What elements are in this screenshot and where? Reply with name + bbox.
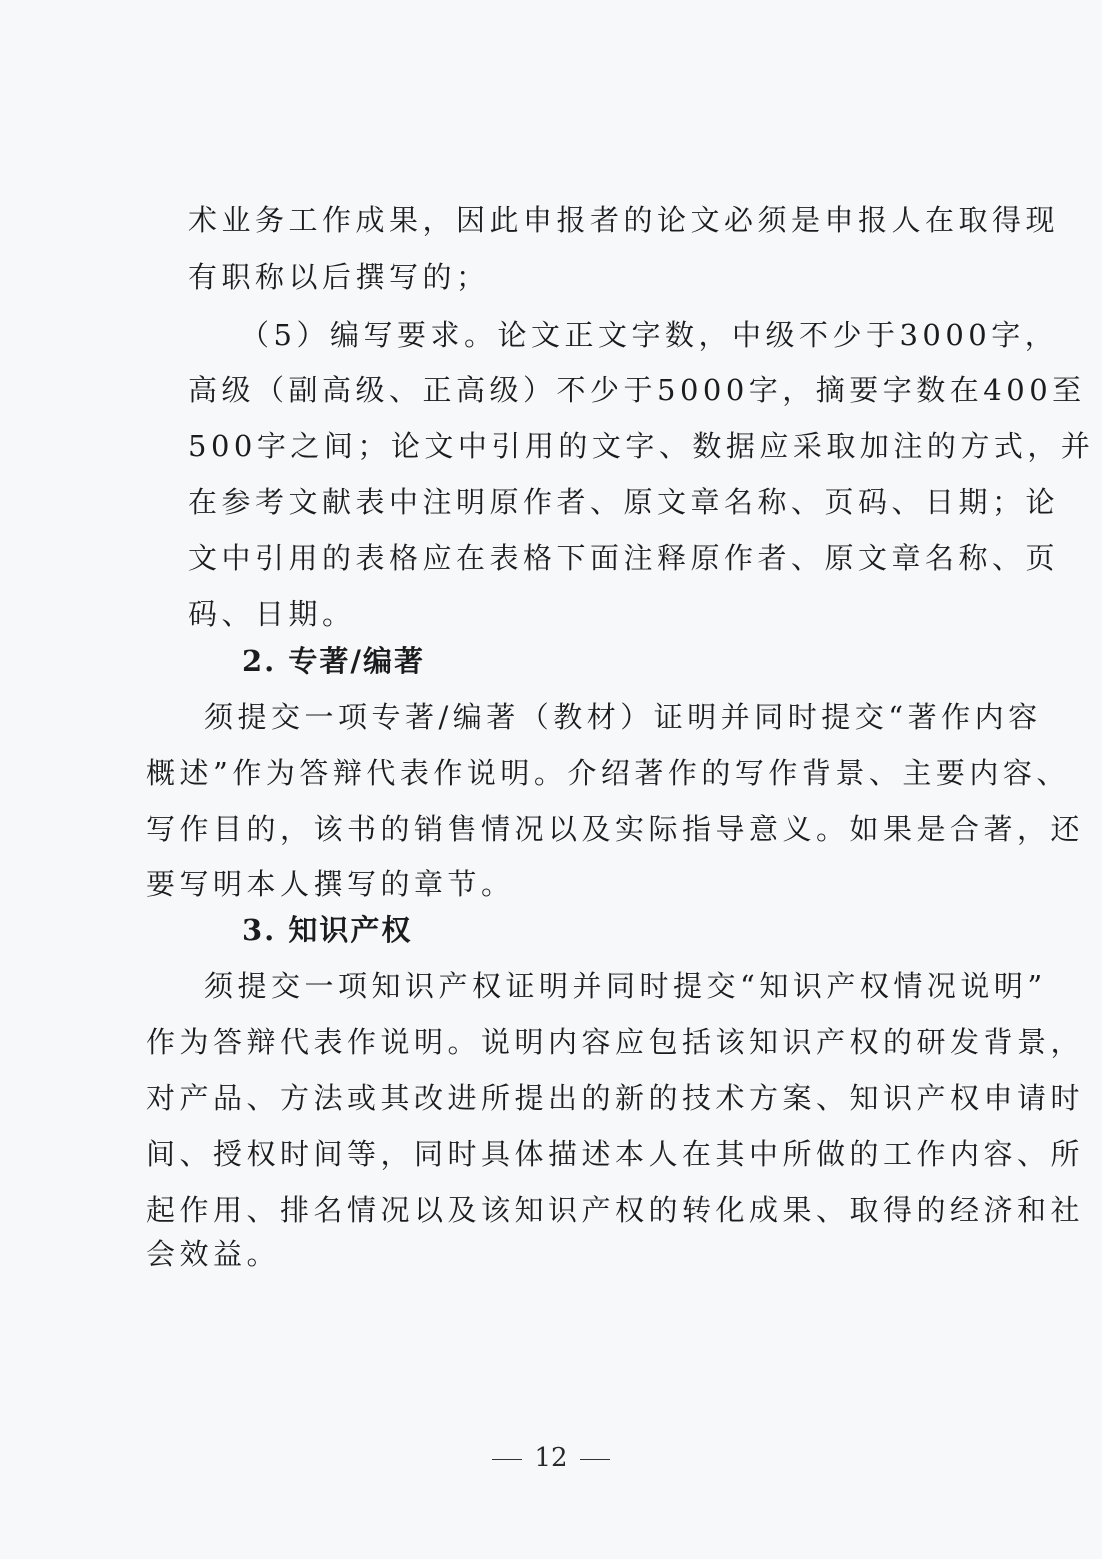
paragraph-line: 在参考文献表中注明原作者、原文章名称、页码、日期；论 [188, 485, 1060, 519]
paragraph-line: 须提交一项专著/编著（教材）证明并同时提交“著作内容 [204, 700, 1042, 734]
paragraph-line: 高级（副高级、正高级）不少于5000字，摘要字数在400至 [188, 373, 1086, 407]
paragraph-line: 码、日期。 [188, 597, 356, 631]
paragraph-line: 作为答辩代表作说明。说明内容应包括该知识产权的研发背景， [146, 1025, 1085, 1059]
paragraph-line: （5）编写要求。论文正文字数，中级不少于3000字， [240, 318, 1059, 352]
paragraph-line: 文中引用的表格应在表格下面注释原作者、原文章名称、页 [188, 541, 1060, 575]
paragraph-line: 写作目的，该书的销售情况以及实际指导意义。如果是合著，还 [146, 812, 1085, 846]
page-footer [0, 1440, 1102, 1476]
section-heading: 2. 专著/编著 [242, 644, 425, 678]
paragraph-line: 概述”作为答辩代表作说明。介绍著作的写作背景、主要内容、 [146, 756, 1070, 790]
paragraph-line: 要写明本人撰写的章节。 [146, 867, 515, 901]
paragraph-line: 术业务工作成果，因此申报者的论文必须是申报人在取得现 [188, 203, 1060, 237]
paragraph-line: 会效益。 [146, 1237, 281, 1271]
section-heading: 3. 知识产权 [242, 913, 413, 947]
paragraph-line: 间、授权时间等，同时具体描述本人在其中所做的工作内容、所 [146, 1137, 1085, 1171]
page-number: 12 [534, 1443, 568, 1473]
footer-dash [492, 1459, 522, 1460]
paragraph-line: 有职称以后撰写的； [188, 260, 490, 294]
paragraph-line: 须提交一项知识产权证明并同时提交“知识产权情况说明” [204, 969, 1047, 1003]
paragraph-line: 对产品、方法或其改进所提出的新的技术方案、知识产权申请时 [146, 1081, 1085, 1115]
footer-dash [580, 1459, 610, 1460]
paragraph-line: 500字之间；论文中引用的文字、数据应采取加注的方式，并 [188, 429, 1095, 463]
paragraph-line: 起作用、排名情况以及该知识产权的转化成果、取得的经济和社 [146, 1193, 1085, 1227]
